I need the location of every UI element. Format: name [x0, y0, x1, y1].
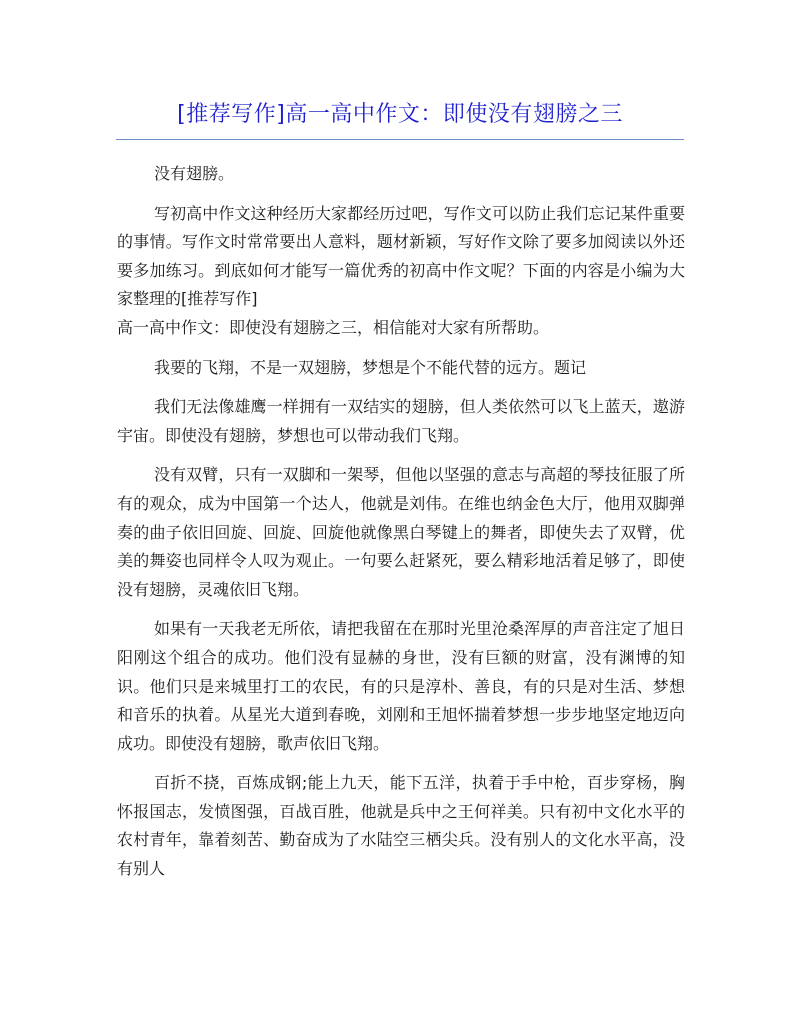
paragraph-intro: 没有翅膀。 — [154, 164, 235, 183]
paragraph-he-xiangmei: 百折不挠，百炼成钢;能上九天，能下五洋，执着于手中枪，百步穿杨，胸怀报国志，发愤图强，百战百胜，他就是兵中之王何祥美。只有初中文化水平的农村青年，靠着刻苦、勤奋成为了水陆空三栖尖兵。没有别人的文化水平高，没有别人 — [117, 773, 685, 879]
paragraph-xuri-yanggang: 如果有一天我老无所依，请把我留在在那时光里沧桑浑厚的声音注定了旭日阳刚这个组合的成功。他们没有显赫的身世，没有巨额的财富，没有渊博的知识。他们只是来城里打工的农民，有的只是淳朴、善良，有的只是对生活、梦想和音乐的执着。从星光大道到春晚，刘刚和王旭怀揣着梦想一步步地坚定地迈向成功。即使没有翅膀，歌声依旧飞翔。 — [117, 619, 685, 753]
paragraph-preface: 写初高中作文这种经历大家都经历过吧，写作文可以防止我们忘记某件重要的事情。写作文时常常要出人意料，题材新颖，写好作文除了要多加阅读以外还要多加练习。到底如何才能写一篇优秀的初高中作文呢？下面的内容是小编为大家整理的[推荐写作] — [117, 203, 685, 309]
paragraph-liu-wei: 没有双臂，只有一双脚和一架琴，但他以坚强的意志与高超的琴技征服了所有的观众，成为中国第一个达人，他就是刘伟。在维也纳金色大厅，他用双脚弹奏的曲子依旧回旋、回旋、回旋他就像黑白琴键上的舞者，即使失去了双臂，优美的舞姿也同样令人叹为观止。一句要么赶紧死，要么精彩地活着足够了，即使没有翅膀，灵魂依旧飞翔。 — [117, 465, 685, 599]
paragraph-preface-continued: 高一高中作文：即使没有翅膀之三，相信能对大家有所帮助。 — [117, 317, 550, 337]
title-divider — [116, 139, 684, 140]
paragraph-thesis: 我们无法像雄鹰一样拥有一双结实的翅膀，但人类依然可以飞上蓝天，遨游宇宙。即使没有翅膀，梦想也可以带动我们飞翔。 — [117, 397, 685, 445]
paragraph-epigraph: 我要的飞翔，不是一双翅膀，梦想是个不能代替的远方。题记 — [154, 357, 587, 377]
document-body — [117, 160, 685, 895]
document-title: [推荐写作]高一高中作文：即使没有翅膀之三 — [177, 102, 623, 127]
